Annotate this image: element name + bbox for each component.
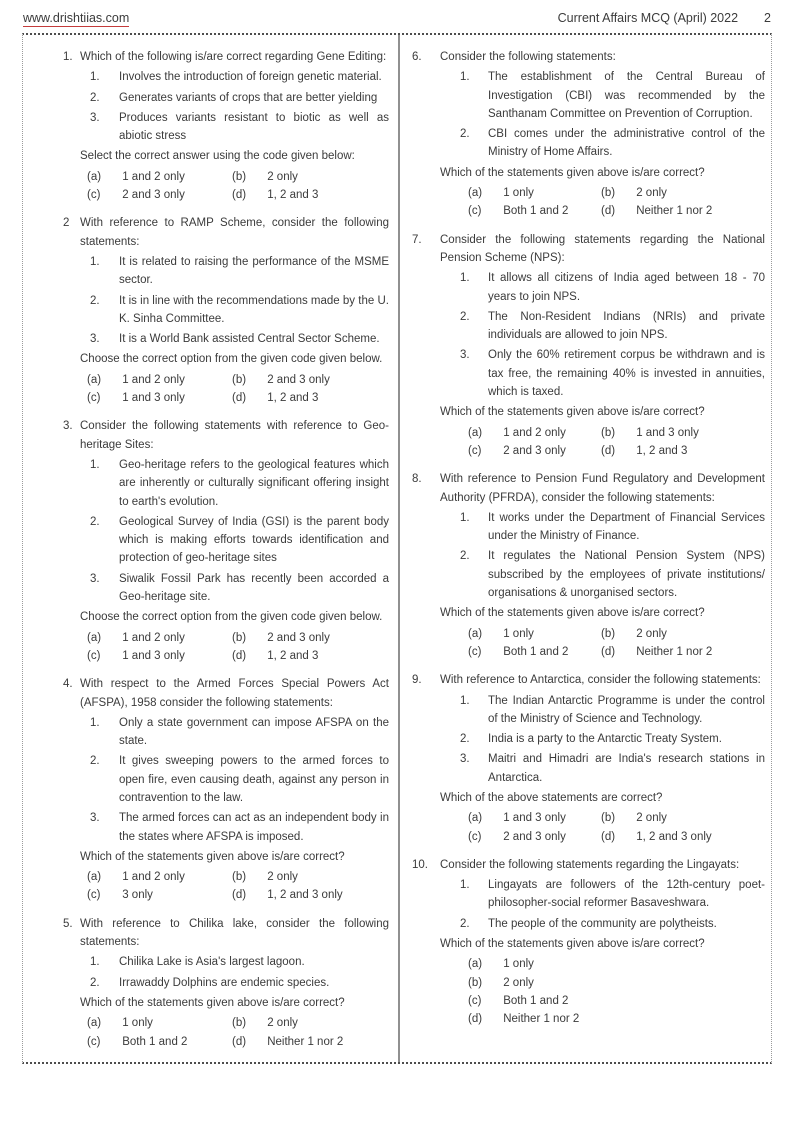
question-body bbox=[80, 675, 389, 905]
option-label: (d) bbox=[601, 830, 616, 843]
statement-number: 1. bbox=[90, 255, 100, 268]
statement-text: It is a World Bank assisted Central Sector Scheme. bbox=[119, 333, 380, 346]
option bbox=[601, 184, 765, 202]
option-text: 1 only bbox=[503, 627, 534, 640]
option-label: (b) bbox=[232, 631, 247, 644]
option bbox=[601, 809, 765, 827]
statement bbox=[90, 752, 389, 807]
option-text: 2 only bbox=[267, 1017, 298, 1030]
statement bbox=[460, 730, 765, 748]
option bbox=[87, 868, 232, 886]
option-text: 1, 2 and 3 bbox=[267, 649, 319, 662]
option bbox=[468, 202, 601, 220]
option bbox=[601, 442, 765, 460]
statement-text: Maitri and Himadri are India's research stations in Antarctica. bbox=[488, 753, 765, 784]
option-text: 1 and 3 only bbox=[503, 812, 566, 825]
question bbox=[412, 671, 765, 846]
option-text: 1, 2 and 3 bbox=[267, 189, 319, 202]
lead-in-text: Which of the statements given above is/are correct? bbox=[80, 850, 345, 863]
option bbox=[87, 168, 232, 186]
option-text: 2 and 3 only bbox=[267, 631, 330, 644]
option-label: (d) bbox=[601, 205, 616, 218]
statement-number: 2. bbox=[460, 310, 470, 323]
option-text: 2 and 3 only bbox=[122, 189, 185, 202]
question-text: With reference to RAMP Scheme, consider the following statements: bbox=[80, 217, 389, 248]
option-text: 1 and 2 only bbox=[122, 170, 185, 183]
option-text: Neither 1 nor 2 bbox=[636, 645, 713, 658]
statement-number: 2. bbox=[90, 294, 100, 307]
option bbox=[468, 955, 765, 973]
statement bbox=[460, 692, 765, 729]
option-label: (b) bbox=[232, 871, 247, 884]
option-text: Both 1 and 2 bbox=[503, 205, 569, 218]
statement-text: Siwalik Fossil Park has recently been accorded a Geo-heritage site. bbox=[119, 572, 389, 604]
option-label: (b) bbox=[601, 187, 616, 200]
question-text: With reference to Pension Fund Regulatory and Development Authority (PFRDA), consider the following statements: bbox=[440, 473, 765, 504]
question-body bbox=[80, 48, 389, 204]
statement bbox=[460, 750, 765, 787]
header-right bbox=[558, 11, 771, 25]
option-label: (d) bbox=[601, 444, 616, 457]
statement-list bbox=[80, 953, 389, 992]
statement-text: Chilika Lake is Asia's largest lagoon. bbox=[119, 956, 305, 969]
option-label: (a) bbox=[468, 812, 483, 825]
question-text: Consider the following statements regarding the Lingayats: bbox=[440, 858, 740, 871]
option-text: 3 only bbox=[122, 889, 153, 902]
option-text: 2 and 3 only bbox=[503, 830, 566, 843]
question-text: Consider the following statements with reference to Geo-heritage Sites: bbox=[80, 420, 389, 451]
statement bbox=[90, 330, 389, 348]
options-grid bbox=[468, 955, 765, 1028]
statement-text: It regulates the National Pension System (NPS) subscribed by the employees of private institutions/ organisations & unorganised sectors. bbox=[488, 550, 765, 600]
site-url-link[interactable]: www.drishtiias.com bbox=[23, 11, 130, 25]
question bbox=[63, 675, 389, 905]
statement-number: 2. bbox=[460, 733, 470, 746]
option bbox=[87, 1033, 232, 1051]
statement-number: 1. bbox=[460, 71, 470, 84]
statement-text: It is in line with the recommendations made by the U. K. Sinha Committee. bbox=[119, 294, 389, 325]
question-body bbox=[80, 214, 389, 407]
statement bbox=[90, 809, 389, 846]
statement-number: 2. bbox=[90, 755, 100, 768]
option-label: (d) bbox=[601, 645, 616, 658]
statement-text: The establishment of the Central Bureau of Investigation (CBI) was recommended by the Santhanam Committee on Prevention of Corruption. bbox=[488, 71, 765, 120]
statement-text: Geo-heritage refers to the geological features which are inherently or culturally significant offering insight to earth's evolution. bbox=[119, 458, 389, 508]
statement-text: The armed forces can act as an independent body in the states where AFSPA is imposed. bbox=[119, 812, 389, 843]
option bbox=[601, 202, 765, 220]
question bbox=[63, 214, 389, 407]
statement-number: 1. bbox=[90, 716, 100, 729]
options-grid bbox=[87, 1014, 389, 1051]
statement bbox=[90, 292, 389, 329]
option-label: (d) bbox=[468, 1013, 483, 1026]
statement-number: 2. bbox=[460, 917, 470, 930]
statement-text: It is related to raising the performance of the MSME sector. bbox=[119, 255, 389, 287]
option-label: (c) bbox=[468, 830, 482, 843]
statement-number: 1. bbox=[460, 511, 470, 524]
option bbox=[87, 389, 232, 407]
document-title: Current Affairs MCQ (April) 2022 bbox=[557, 11, 739, 25]
lead-in-text: Which of the statements given above is/are correct? bbox=[80, 996, 345, 1009]
option-text: 2 only bbox=[503, 976, 534, 989]
option bbox=[87, 647, 232, 665]
statement bbox=[90, 456, 389, 511]
option-text: 1 only bbox=[503, 958, 534, 971]
question-number: 10. bbox=[412, 858, 428, 871]
option bbox=[601, 643, 765, 661]
lead-in-text: Select the correct answer using the code given below: bbox=[80, 150, 355, 163]
lead-in-text: Choose the correct option from the given code given below. bbox=[80, 353, 383, 366]
statement-number: 2. bbox=[90, 976, 100, 989]
option-text: 1 and 3 only bbox=[122, 392, 185, 405]
question-body bbox=[440, 231, 765, 461]
option-label: (c) bbox=[468, 994, 482, 1007]
statement-text: It gives sweeping powers to the armed forces to open fire, even causing death, against any person in contravention to the law. bbox=[119, 755, 389, 804]
option bbox=[468, 184, 601, 202]
lead-in-text: Choose the correct option from the given code given below. bbox=[80, 611, 383, 624]
statement-number: 3. bbox=[90, 572, 100, 585]
statement-text: It allows all citizens of India aged between 18 - 70 years to join NPS. bbox=[488, 272, 765, 303]
statement-number: 2. bbox=[460, 128, 470, 141]
statement-number: 1. bbox=[90, 71, 100, 84]
statement-number: 2. bbox=[90, 91, 100, 104]
options-grid bbox=[87, 371, 389, 408]
option-label: (a) bbox=[468, 426, 483, 439]
statement-number: 1. bbox=[460, 879, 470, 892]
question-number: 1. bbox=[63, 51, 73, 63]
statement-text: The people of the community are polytheists. bbox=[488, 917, 717, 930]
question bbox=[412, 856, 765, 1029]
right-column bbox=[400, 35, 771, 1062]
question-body bbox=[80, 417, 389, 665]
statement-list bbox=[440, 509, 765, 602]
option-text: 2 and 3 only bbox=[267, 373, 330, 386]
option-label: (d) bbox=[232, 189, 247, 202]
option bbox=[232, 1014, 389, 1032]
option-text: 1, 2 and 3 only bbox=[267, 889, 343, 902]
statement-text: India is a party to the Antarctic Treaty System. bbox=[488, 733, 722, 746]
option bbox=[468, 828, 601, 846]
statement-list bbox=[440, 876, 765, 933]
option-label: (a) bbox=[87, 871, 102, 884]
option-label: (b) bbox=[601, 627, 616, 640]
option-label: (d) bbox=[232, 889, 247, 902]
question-text: Consider the following statements regarding the National Pension Scheme (NPS): bbox=[440, 233, 765, 264]
statement bbox=[460, 915, 765, 933]
statement bbox=[460, 125, 765, 162]
option bbox=[232, 1033, 389, 1051]
option bbox=[232, 868, 389, 886]
option-text: 1, 2 and 3 only bbox=[636, 830, 712, 843]
statement-text: Irrawaddy Dolphins are endemic species. bbox=[119, 976, 330, 989]
question bbox=[412, 231, 765, 461]
statement-text: It works under the Department of Financial Services under the Ministry of Finance. bbox=[488, 511, 765, 543]
statement-number: 2. bbox=[90, 515, 100, 528]
option-text: Neither 1 nor 2 bbox=[503, 1013, 580, 1026]
lead-in-text: Which of the statements given above is/are correct? bbox=[440, 406, 705, 419]
option-text: Both 1 and 2 bbox=[503, 994, 569, 1007]
option-text: Neither 1 nor 2 bbox=[636, 205, 713, 218]
question-body bbox=[80, 915, 389, 1051]
option-text: 2 only bbox=[267, 871, 298, 884]
option bbox=[87, 629, 232, 647]
options-grid bbox=[87, 168, 389, 205]
option-text: Both 1 and 2 bbox=[122, 1035, 188, 1048]
option-text: 1 only bbox=[122, 1017, 153, 1030]
question-number: 8. bbox=[412, 473, 422, 486]
option-label: (a) bbox=[87, 631, 102, 644]
statement-number: 1. bbox=[90, 458, 100, 471]
statement-text: CBI comes under the administrative control of the Ministry of Home Affairs. bbox=[488, 128, 765, 159]
option bbox=[232, 629, 389, 647]
statement bbox=[90, 570, 389, 607]
question bbox=[63, 417, 389, 665]
option-label: (a) bbox=[468, 187, 483, 200]
option bbox=[468, 442, 601, 460]
statement bbox=[90, 253, 389, 290]
option-label: (c) bbox=[87, 889, 101, 902]
statement-list bbox=[440, 692, 765, 787]
statement bbox=[90, 89, 389, 107]
option-text: 1 and 2 only bbox=[122, 871, 185, 884]
options-grid bbox=[468, 184, 765, 221]
option-label: (c) bbox=[87, 189, 101, 202]
option-text: 1 only bbox=[503, 187, 534, 200]
option-label: (d) bbox=[232, 1035, 247, 1048]
option-label: (a) bbox=[87, 170, 102, 183]
options-grid bbox=[468, 424, 765, 461]
statement-number: 3. bbox=[90, 111, 100, 124]
option bbox=[601, 828, 765, 846]
option bbox=[232, 647, 389, 665]
statement bbox=[460, 346, 765, 401]
option bbox=[232, 168, 389, 186]
statement-number: 3. bbox=[460, 753, 470, 766]
option-text: 2 only bbox=[267, 170, 298, 183]
question-text: Which of the following is/are correct regarding Gene Editing: bbox=[80, 51, 387, 63]
question-number: 7. bbox=[412, 233, 422, 246]
statement-list bbox=[80, 714, 389, 846]
statement-list bbox=[440, 269, 765, 401]
question bbox=[412, 470, 765, 661]
question-body bbox=[440, 671, 765, 846]
option-label: (b) bbox=[601, 426, 616, 439]
options-grid bbox=[87, 629, 389, 666]
option bbox=[601, 424, 765, 442]
option-label: (b) bbox=[601, 812, 616, 825]
statement bbox=[90, 513, 389, 568]
statement bbox=[90, 109, 389, 146]
page-header bbox=[23, 11, 771, 27]
option-label: (c) bbox=[468, 444, 482, 457]
option bbox=[232, 389, 389, 407]
statement-list bbox=[80, 253, 389, 348]
option-text: 2 only bbox=[636, 187, 667, 200]
question-text: With respect to the Armed Forces Special Powers Act (AFSPA), 1958 consider the following statements: bbox=[80, 678, 389, 709]
option bbox=[87, 371, 232, 389]
option-label: (d) bbox=[232, 649, 247, 662]
option-text: Neither 1 nor 2 bbox=[267, 1035, 344, 1048]
option bbox=[468, 643, 601, 661]
option-text: 2 and 3 only bbox=[503, 444, 566, 457]
option-label: (b) bbox=[468, 976, 483, 989]
option-text: 1, 2 and 3 bbox=[267, 392, 319, 405]
option bbox=[468, 424, 601, 442]
statement-text: Involves the introduction of foreign genetic material. bbox=[119, 71, 382, 84]
option-label: (c) bbox=[468, 645, 482, 658]
option-label: (a) bbox=[468, 958, 483, 971]
question-text: Consider the following statements: bbox=[440, 51, 616, 63]
statement bbox=[90, 974, 389, 992]
statement-text: Generates variants of crops that are better yielding bbox=[119, 91, 378, 104]
question-body bbox=[440, 48, 765, 221]
option-text: 1 and 3 only bbox=[122, 649, 185, 662]
lead-in-text: Which of the statements given above is/are correct? bbox=[440, 166, 705, 179]
lead-in-text: Which of the statements given above is/are correct? bbox=[440, 607, 705, 620]
statement bbox=[460, 308, 765, 345]
option-text: 1 and 2 only bbox=[503, 426, 566, 439]
option bbox=[232, 886, 389, 904]
statement-text: Produces variants resistant to biotic as well as abiotic stress bbox=[119, 111, 389, 143]
statement-number: 1. bbox=[460, 272, 470, 285]
statement-list bbox=[80, 456, 389, 606]
option bbox=[601, 625, 765, 643]
statement-text: Geological Survey of India (GSI) is the parent body which is making efforts towards identification and protection of geo-heritage sites bbox=[119, 515, 389, 565]
statement-text: Lingayats are followers of the 12th-century poet-philosopher-social reformer Basaveshwara. bbox=[488, 879, 765, 910]
options-grid bbox=[468, 809, 765, 846]
options-grid bbox=[87, 868, 389, 905]
statement-number: 1. bbox=[460, 694, 470, 707]
statement-number: 2. bbox=[460, 550, 470, 563]
option-text: 1 and 3 only bbox=[636, 426, 699, 439]
option-label: (a) bbox=[87, 373, 102, 386]
question-text: With reference to Antarctica, consider the following statements: bbox=[440, 674, 761, 687]
question-number: 3. bbox=[63, 420, 73, 433]
question-body bbox=[440, 470, 765, 661]
statement bbox=[460, 876, 765, 913]
statement bbox=[90, 68, 389, 86]
option-text: 1 and 2 only bbox=[122, 631, 185, 644]
option bbox=[468, 1010, 765, 1028]
option-label: (b) bbox=[232, 170, 247, 183]
option bbox=[468, 992, 765, 1010]
lead-in-text: Which of the statements given above is/are correct? bbox=[440, 938, 705, 951]
statement-text: Only the 60% retirement corpus be withdrawn and is tax free, the remaining 40% is invested in annuities, which is taxed. bbox=[488, 349, 765, 399]
question bbox=[412, 48, 765, 221]
question bbox=[63, 915, 389, 1051]
content-border-box bbox=[22, 33, 772, 1064]
question bbox=[63, 48, 389, 204]
question-number: 2 bbox=[63, 217, 70, 230]
option bbox=[232, 186, 389, 204]
question-number: 4. bbox=[63, 678, 73, 691]
option bbox=[232, 371, 389, 389]
option bbox=[468, 625, 601, 643]
option-label: (c) bbox=[87, 1035, 101, 1048]
statement bbox=[460, 547, 765, 602]
question-number: 5. bbox=[63, 917, 73, 930]
option-text: 1 and 2 only bbox=[122, 373, 185, 386]
option bbox=[468, 974, 765, 992]
statement-text: The Indian Antarctic Programme is under the control of the Ministry of Science and Technology. bbox=[488, 694, 765, 725]
option-label: (c) bbox=[87, 392, 101, 405]
option-label: (d) bbox=[232, 392, 247, 405]
statement-list bbox=[80, 68, 389, 145]
statement bbox=[460, 509, 765, 546]
statement bbox=[90, 953, 389, 971]
option-label: (a) bbox=[468, 627, 483, 640]
option-label: (c) bbox=[87, 649, 101, 662]
statement-number: 3. bbox=[90, 812, 100, 825]
option-text: 2 only bbox=[636, 627, 667, 640]
statement bbox=[90, 714, 389, 751]
option-text: Both 1 and 2 bbox=[503, 645, 569, 658]
option bbox=[87, 186, 232, 204]
statement-text: Only a state government can impose AFSPA on the state. bbox=[119, 716, 389, 748]
left-column bbox=[23, 35, 398, 1062]
question-text: With reference to Chilika lake, consider the following statements: bbox=[80, 917, 389, 949]
question-number: 9. bbox=[412, 674, 422, 687]
option bbox=[87, 1014, 232, 1032]
statement-list bbox=[440, 68, 765, 161]
statement-number: 3. bbox=[90, 333, 100, 346]
option bbox=[87, 886, 232, 904]
question-number: 6. bbox=[412, 51, 422, 63]
question-body bbox=[440, 856, 765, 1029]
option bbox=[468, 809, 601, 827]
option-text: 1, 2 and 3 bbox=[636, 444, 688, 457]
statement bbox=[460, 269, 765, 306]
option-label: (b) bbox=[232, 1017, 247, 1030]
statement-number: 1. bbox=[90, 956, 100, 969]
option-label: (a) bbox=[87, 1017, 102, 1030]
option-label: (c) bbox=[468, 205, 482, 218]
statement-number: 3. bbox=[460, 349, 470, 362]
statement bbox=[460, 68, 765, 123]
options-grid bbox=[468, 625, 765, 662]
option-text: 2 only bbox=[636, 812, 667, 825]
statement-text: The Non-Resident Indians (NRIs) and private individuals are allowed to join NPS. bbox=[488, 310, 765, 342]
page-number: 2 bbox=[764, 11, 771, 25]
lead-in-text: Which of the above statements are correct? bbox=[440, 791, 663, 804]
option-label: (b) bbox=[232, 373, 247, 386]
